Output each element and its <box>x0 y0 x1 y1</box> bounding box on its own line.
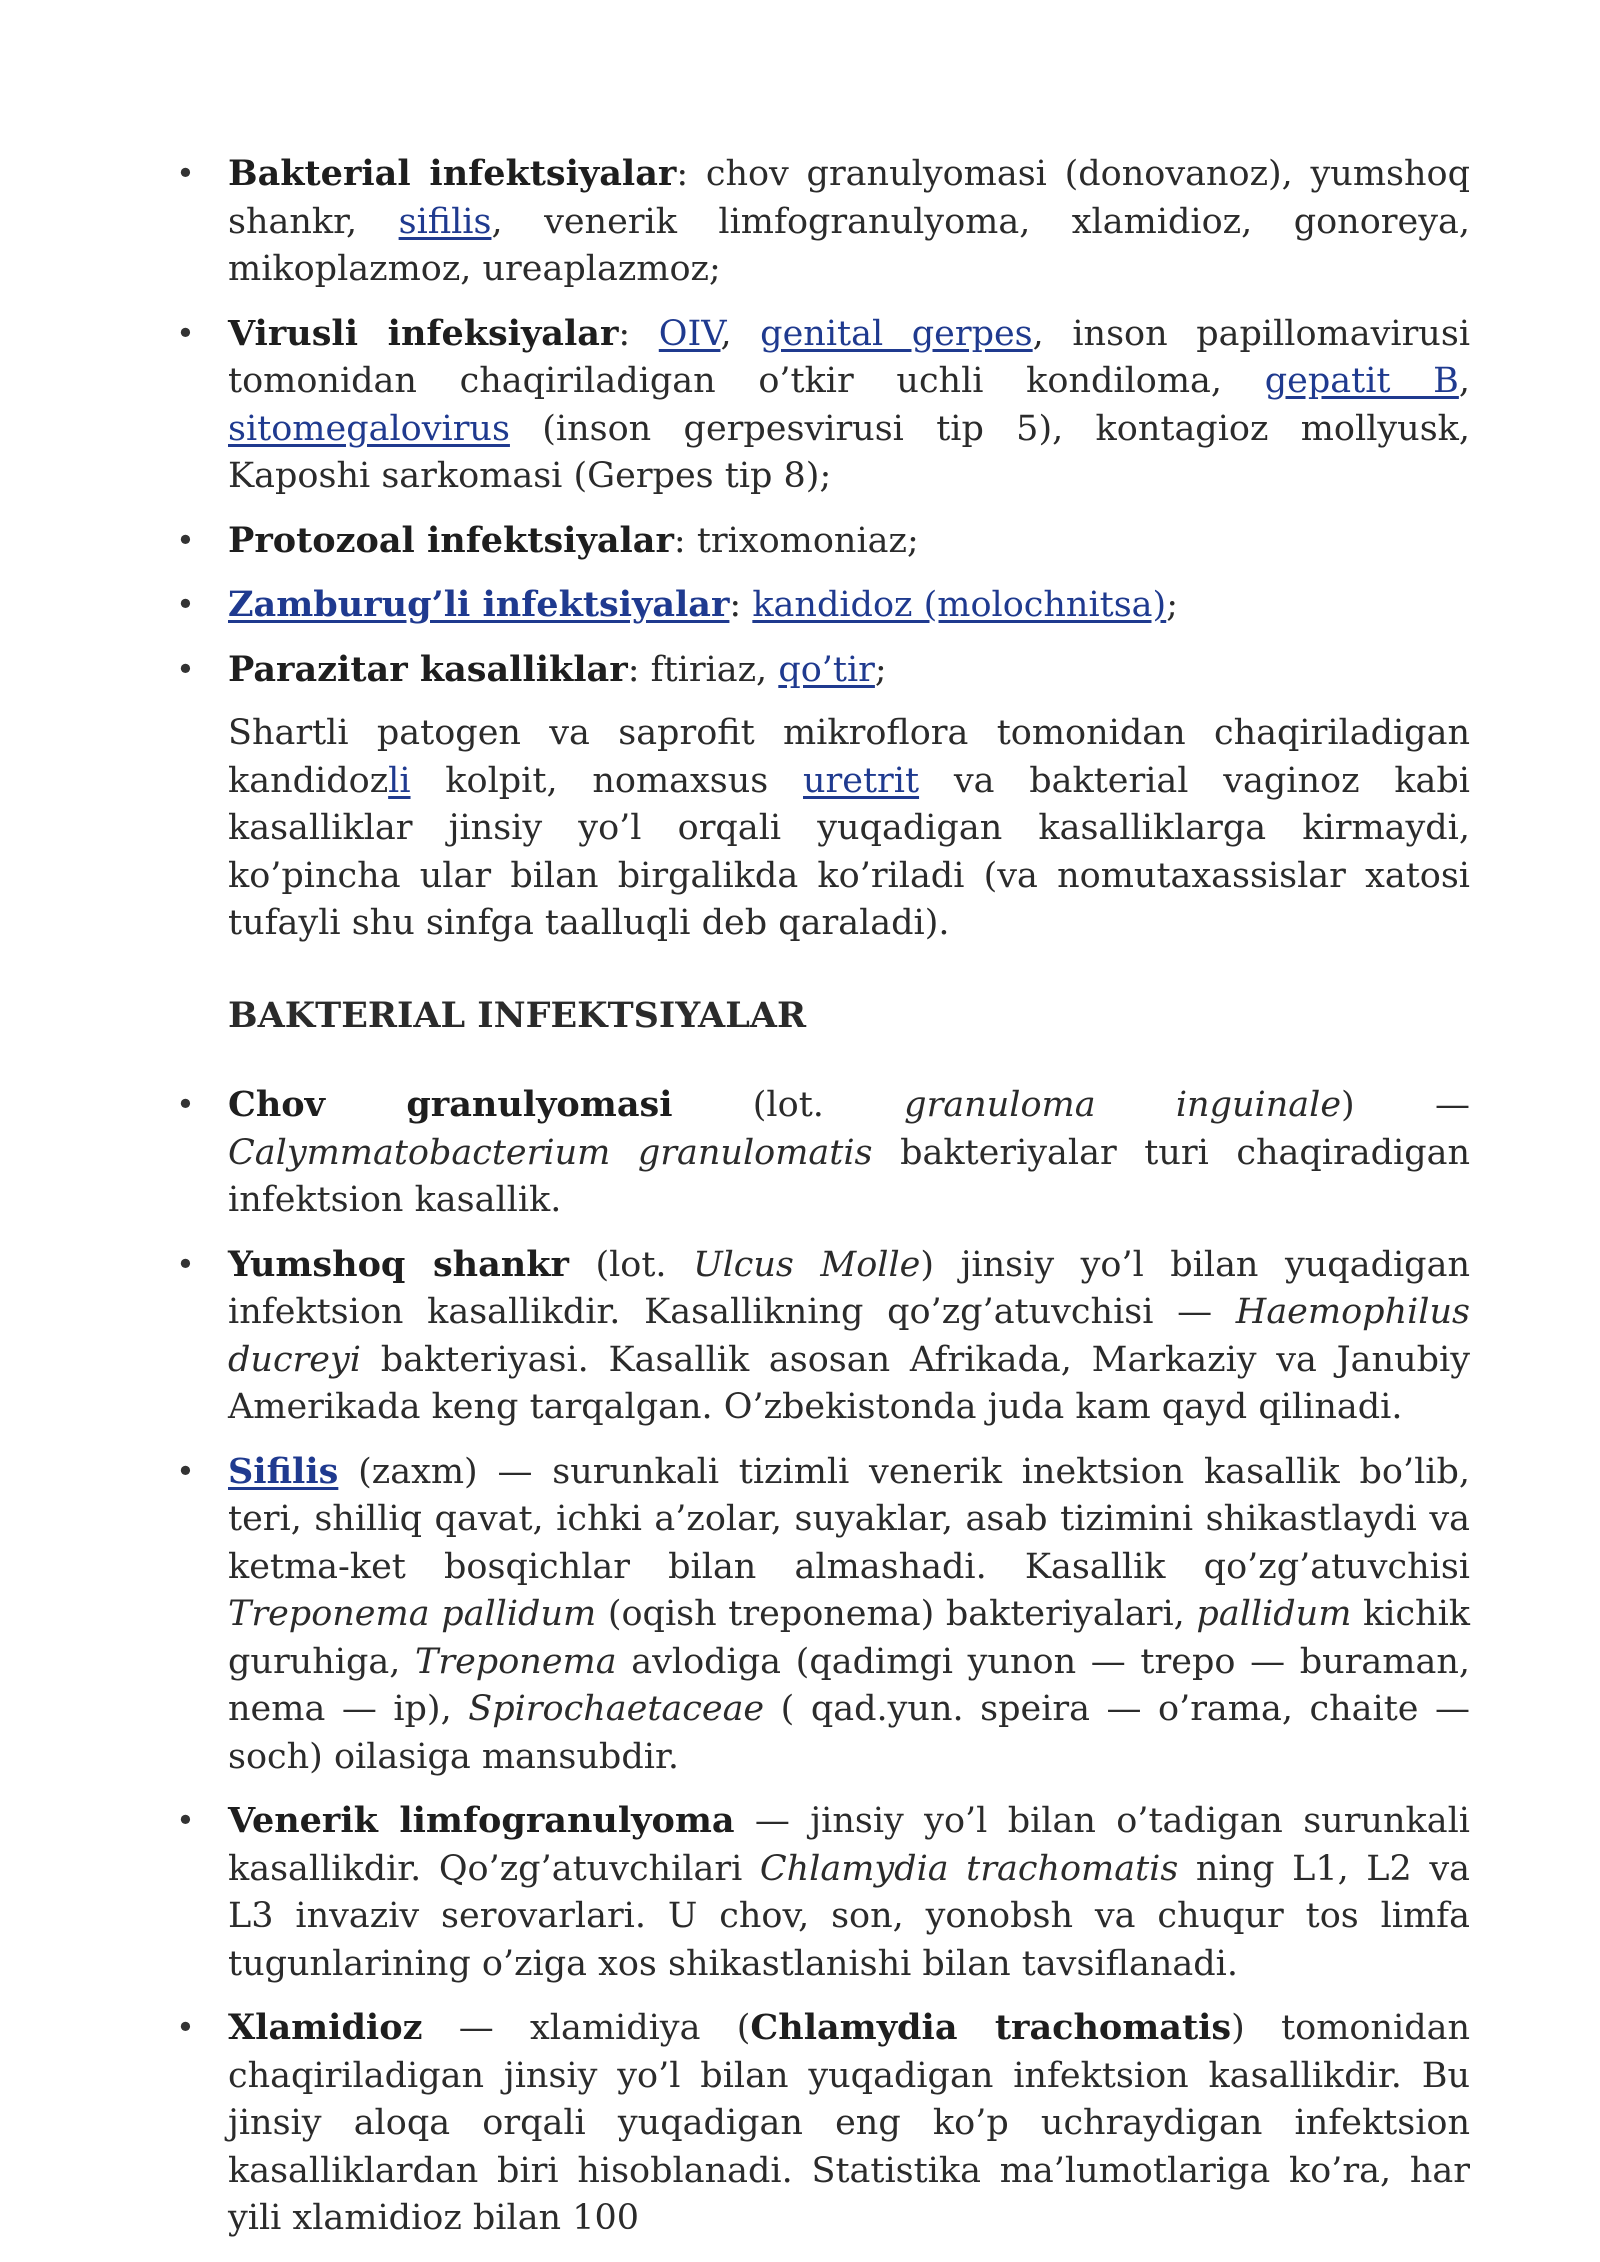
list-item-xlamidioz: • Xlamidioz — xlamidiya (Chlamydia trachomatis) tomonidan chaqiriladigan jinsiy yo’l bilan yuqadigan infektsion kasallikdir. Bu jinsiy aloqa orqali yuqadigan eng ko’p uchraydigan infektsion kasalliklardan biri hisoblanadi. Statistika ma’lumotlariga ko’ra, har yili xlamidioz bilan 100 <box>228 2004 1470 2243</box>
list-item-sifilis: • Sifilis (zaxm) — surunkali tizimli venerik inektsion kasallik bo’lib, teri, shilliq qavat, ichki a’zolar, suyaklar, asab tizimini shikastlaydi va ketma-ket bosqichlar bilan almashadi. Kasallik qo’zg’atuvchisi Treponema pallidum (oqish treponema) bakteriyalari, pallidum kichik guruhiga, Treponema avlodiga (qadimgi yunon — trepo — buraman, nema — ip), Spirochaetaceae ( qad.yun. speira — o’rama, chaite — soch) oilasiga mansubdir. <box>228 1448 1470 1782</box>
list-item-bakterial: • Bakterial infektsiyalar: chov granulyomasi (donovanoz), yumshoq shankr, sifilis, venerik limfogranulyoma, xlamidioz, gonoreya, mikoplazmoz, ureaplazmoz; <box>228 150 1470 294</box>
link-kandidoz[interactable]: kandidoz (molochnitsa) <box>752 585 1167 625</box>
link-kandidozli[interactable]: li <box>388 760 411 801</box>
item-title: Xlamidioz <box>228 2007 423 2048</box>
list-item-zamburug: • Zamburug’li infektsiyalar: kandidoz (molochnitsa); <box>228 581 1470 630</box>
link-sifilis[interactable]: sifilis <box>398 201 492 242</box>
link-gepatit-b[interactable]: gepatit B <box>1264 361 1459 401</box>
item-title: Bakterial infektsiyalar <box>228 153 677 194</box>
link-sitomegalovirus[interactable]: sitomegalovirus <box>228 408 510 449</box>
list-item-parazitar: • Parazitar kasalliklar: ftiriaz, qo’tir; <box>228 646 1470 695</box>
item-title: Virusli infeksiyalar <box>228 312 619 354</box>
list-item-chov: • Chov granulyomasi (lot. granuloma inguinale) — Calymmatobacterium granulomatis bakteriyalar turi chaqiradigan infektsion kasallik. <box>228 1081 1470 1225</box>
list-item-yumshoq: • Yumshoq shankr (lot. Ulcus Molle) jinsiy yo’l bilan yuqadigan infektsion kasallikdir. Kasallikning qo’zg’atuvchisi — Haemophilus ducreyi bakteriyasi. Kasallik asosan Afrikada, Markaziy va Janubiy Amerikada keng tarqalgan. O’zbekistonda juda kam qayd qilinadi. <box>228 1241 1470 1432</box>
link-zamburugli-infektsiyalar[interactable]: Zamburug’li infektsiyalar <box>228 584 730 625</box>
note-paragraph: Shartli patogen va saprofit mikroflora tomonidan chaqiriladigan kandidozli kolpit, nomaxsus uretrit va bakterial vaginoz kabi kasalliklar jinsiy yo’l orqali yuqadigan kasalliklarga kirmaydi, ko’pincha ular bilan birgalikda ko’riladi (va nomutaxassislar xatosi tufayli shu sinfga taalluqli deb qaraladi). <box>228 713 1470 943</box>
section-heading: BAKTERIAL INFEKTSIYALAR <box>228 994 807 1036</box>
item-title: Venerik limfogranulyoma <box>228 1800 735 1841</box>
link-uretrit[interactable]: uretrit <box>803 760 920 801</box>
list-item-venerik: • Venerik limfogranulyoma — jinsiy yo’l bilan o’tadigan surunkali kasallikdir. Qo’zg’atuvchilari Chlamydia trachomatis ning L1, L2 va L3 invaziv serovarlari. U chov, son, yonobsh va chuqur tos limfa tugunlarining o’ziga xos shikastlanishi bilan tavsiflanadi. <box>228 1797 1470 1988</box>
list-item-protozoal: • Protozoal infektsiyalar: trixomoniaz; <box>228 517 1470 566</box>
link-oiv[interactable]: OIV <box>658 313 721 354</box>
link-genital-gerpes[interactable]: genital gerpes <box>760 313 1033 354</box>
link-sifilis-title[interactable]: Sifilis <box>228 1450 339 1492</box>
std-categories-list <box>228 150 1470 694</box>
item-title: Chov granulyomasi <box>228 1084 673 1125</box>
link-qotir[interactable]: qo’tir <box>778 649 875 690</box>
bacterial-infections-list <box>228 1081 1470 2243</box>
item-title: Protozoal infektsiyalar <box>228 519 674 561</box>
item-title: Parazitar kasalliklar <box>228 648 628 690</box>
list-item-virusli: • Virusli infeksiyalar: OIV, genital gerpes, inson papillomavirusi tomonidan chaqiriladigan o’tkir uchli kondiloma, gepatit B, sitomegalovirus (inson gerpesvirusi tip 5), kontagioz mollyusk, Kaposhi sarkomasi (Gerpes tip 8); <box>228 310 1470 501</box>
item-title: Yumshoq shankr <box>228 1243 569 1285</box>
